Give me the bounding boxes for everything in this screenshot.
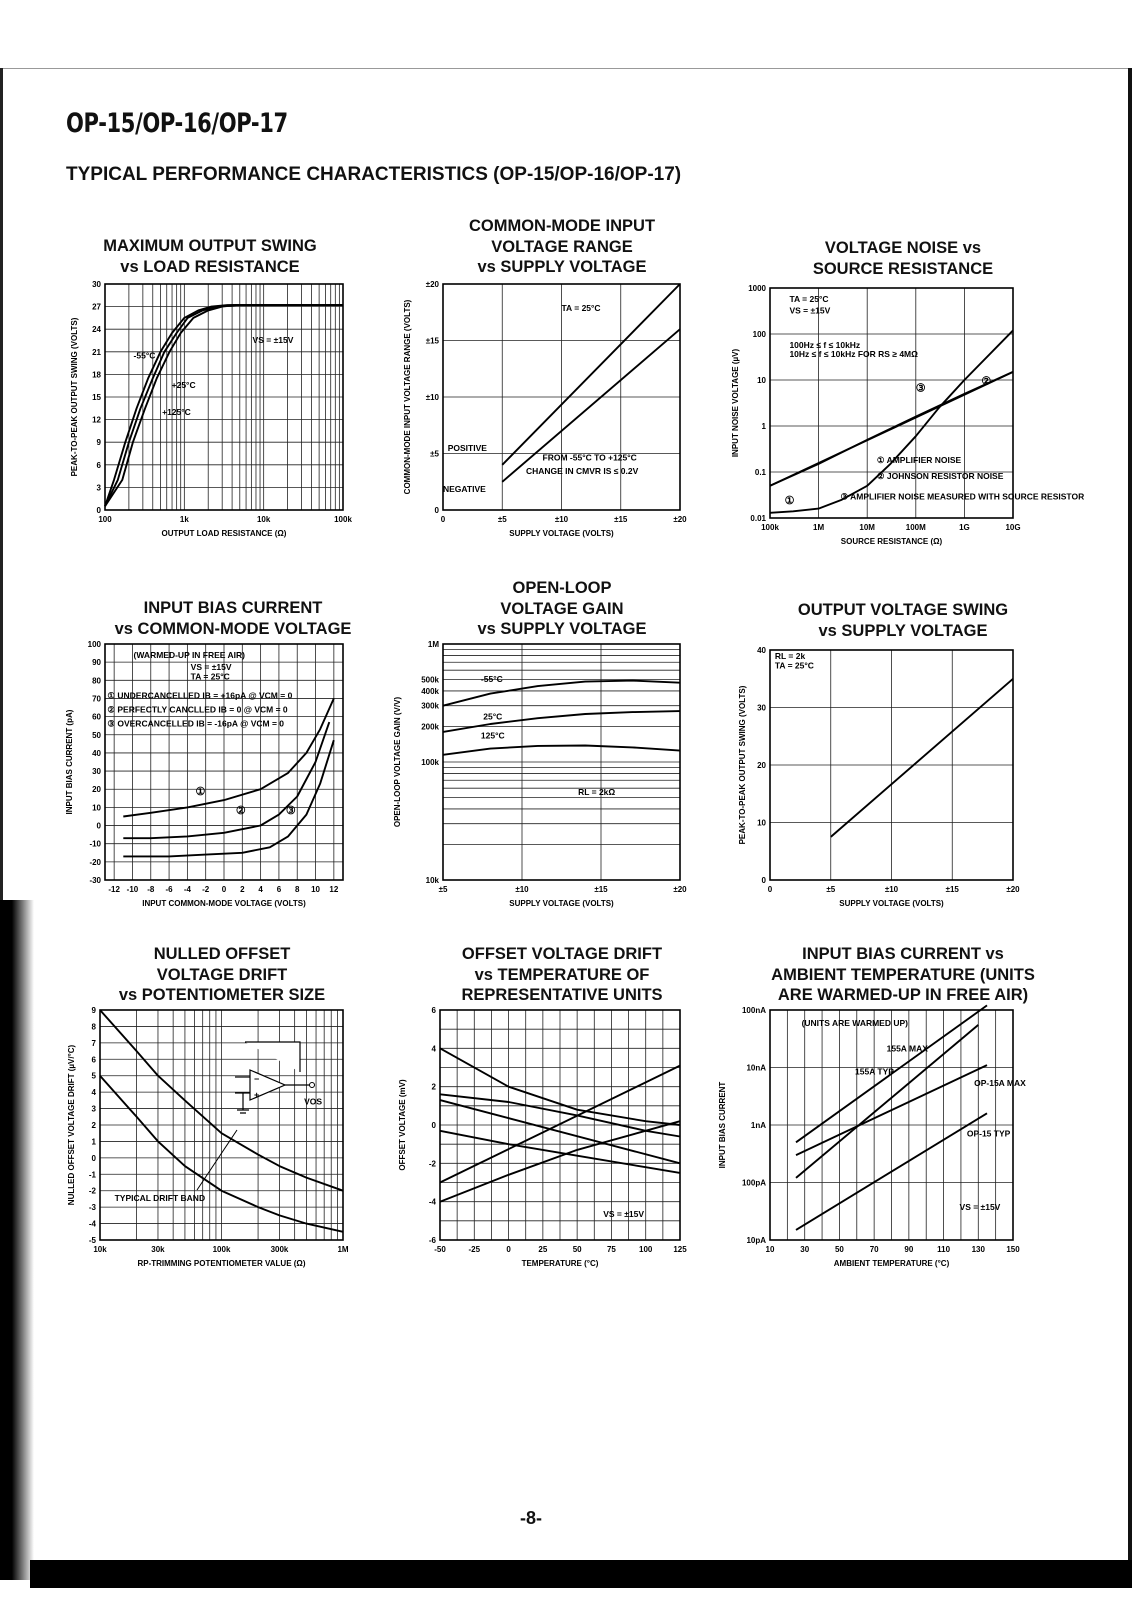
x-tick-label: ±15 <box>594 885 608 894</box>
y-tick-label: 300k <box>421 701 439 711</box>
annotation-label: ② <box>235 804 246 817</box>
x-tick-label: -2 <box>202 885 210 894</box>
y-tick-label: 9 <box>91 1006 96 1015</box>
x-tick-label: 2 <box>240 885 245 894</box>
x-tick-label: -25 <box>468 1245 481 1254</box>
y-tick-label: 10pA <box>746 1236 766 1245</box>
x-tick-label: 12 <box>329 885 339 894</box>
annotation-label: 10Hz ≤ f ≤ 10kHz FOR RS ≥ 4MΩ <box>789 349 918 359</box>
x-tick-label: ±15 <box>614 515 628 524</box>
y-axis-label: PEAK-TO-PEAK OUTPUT SWING (VOLTS) <box>70 317 79 477</box>
annotation-label: FROM -55°C TO +125°C <box>542 452 637 463</box>
y-tick-label: 0 <box>431 1121 436 1130</box>
y-tick-label: ±10 <box>425 393 439 402</box>
annotation-label: RL = 2kΩ <box>578 787 616 798</box>
x-tick-label: ±20 <box>1006 885 1020 894</box>
plot-title-line: SOURCE RESISTANCE <box>812 259 994 278</box>
annotation-label: TA = 25°C <box>561 303 601 314</box>
x-tick-label: 130 <box>971 1245 985 1254</box>
plot-title-line: VOLTAGE DRIFT <box>156 965 288 984</box>
y-tick-label: -1 <box>88 1170 96 1180</box>
x-tick-label: 10 <box>765 1245 775 1254</box>
x-tick-label: ±20 <box>673 515 687 524</box>
y-tick-label: 40 <box>92 748 101 758</box>
x-tick-label: 50 <box>572 1245 582 1254</box>
y-tick-label: 100nA <box>741 1006 766 1015</box>
plot-title-line: OUTPUT VOLTAGE SWING <box>797 601 1009 619</box>
plot-title-line: VOLTAGE GAIN <box>500 599 624 618</box>
x-tick-label: 1M <box>813 523 825 532</box>
y-tick-label: ±5 <box>430 449 439 459</box>
plot-title-line: vs SUPPLY VOLTAGE <box>477 258 647 276</box>
annotation-label: 100Hz ≤ f ≤ 10kHz <box>789 339 861 350</box>
annotation-label: ① AMPLIFIER NOISE <box>876 454 962 465</box>
x-tick-label: 1G <box>959 523 970 532</box>
y-tick-label: 90 <box>92 658 101 668</box>
x-tick-label: 100 <box>639 1245 653 1254</box>
annotation-label: ③ AMPLIFIER NOISE MEASURED WITH SOURCE RESISTOR <box>840 491 1085 502</box>
x-tick-label: ±10 <box>515 885 529 894</box>
y-tick-label: 1 <box>761 422 766 431</box>
annotation-label: ③ OVERCANCELLED IB = -16pA @ VCM = 0 <box>107 718 285 729</box>
page-title: OP-15/OP-16/OP-17 <box>66 108 288 139</box>
x-tick-label: -4 <box>183 885 191 894</box>
y-tick-label: 0 <box>434 506 439 515</box>
annotation-label: VS = ±15V <box>789 305 831 316</box>
plot-title-line: NULLED OFFSET <box>153 945 291 963</box>
x-axis-label: SUPPLY VOLTAGE (VOLTS) <box>509 529 614 538</box>
x-tick-label: -12 <box>108 885 120 894</box>
x-tick-label: 100M <box>905 523 926 532</box>
x-tick-label: 0 <box>221 885 227 894</box>
annotation-label: ② PERFECTLY CANCLLED IB = 0 @ VCM = 0 <box>107 704 288 715</box>
annotation-label: VS = ±15V <box>959 1202 1001 1213</box>
y-tick-label: 0.01 <box>750 514 766 523</box>
annotation-label: 155A MAX <box>886 1043 928 1054</box>
plot-title-line: MAXIMUM OUTPUT SWING <box>103 237 317 255</box>
x-tick-label: 150 <box>1006 1245 1020 1254</box>
x-axis-label: TEMPERATURE (°C) <box>521 1259 599 1268</box>
annotation-label: -55°C <box>480 673 503 684</box>
annotation-label: -55°C <box>133 350 156 361</box>
y-tick-label: 20 <box>92 785 101 795</box>
x-tick-label: 0 <box>440 515 446 524</box>
y-axis-label: OFFSET VOLTAGE (mV) <box>398 1079 407 1171</box>
plot-title-line: REPRESENTATIVE UNITS <box>461 986 663 1004</box>
annotation-label: ① <box>195 786 206 799</box>
y-tick-label: -10 <box>89 839 101 849</box>
y-tick-label: -2 <box>88 1186 96 1196</box>
plot-title-line: OPEN-LOOP <box>512 579 612 597</box>
y-tick-label: 80 <box>92 676 101 686</box>
y-tick-label: 7 <box>91 1038 96 1048</box>
x-tick-label: ±5 <box>826 885 836 894</box>
y-tick-label: 200k <box>421 722 439 732</box>
y-tick-label: 4 <box>431 1044 436 1054</box>
x-tick-label: 0 <box>506 1245 511 1254</box>
y-tick-label: 100 <box>752 330 766 339</box>
y-axis-label: PEAK-TO-PEAK OUTPUT SWING (VOLTS) <box>738 685 747 845</box>
annotation-label: VS = ±15V <box>190 661 232 672</box>
y-tick-label: 100pA <box>741 1178 766 1188</box>
x-tick-label: 90 <box>904 1245 914 1254</box>
y-tick-label: 5 <box>91 1071 96 1081</box>
x-tick-label: -50 <box>434 1245 446 1254</box>
op-amp-minus-sign: − <box>254 1074 260 1084</box>
x-tick-label: 50 <box>834 1245 844 1254</box>
annotation-label: ① <box>784 495 795 508</box>
annotation-label: VS = ±15V <box>603 1209 645 1219</box>
x-tick-label: 110 <box>937 1245 951 1254</box>
annotation-label: TA = 25°C <box>789 293 829 304</box>
plot-title-line: VOLTAGE NOISE vs <box>824 239 982 257</box>
y-tick-label: -30 <box>89 876 101 885</box>
x-tick-label: ±10 <box>884 885 899 894</box>
y-tick-label: -4 <box>428 1197 436 1207</box>
x-tick-label: 100k <box>761 523 779 532</box>
plot-title-line: vs LOAD RESISTANCE <box>120 257 300 276</box>
x-tick-label: ±15 <box>945 885 959 894</box>
annotation-label: VOS <box>304 1096 323 1107</box>
annotation-label: OP-15A MAX <box>974 1077 1026 1088</box>
annotation-label: ② JOHNSON RESISTOR NOISE <box>876 470 1004 481</box>
y-axis-label: INPUT NOISE VOLTAGE (µV) <box>731 348 740 458</box>
annotation-label: TA = 25°C <box>774 660 814 671</box>
y-tick-label: 4 <box>91 1088 96 1098</box>
plot-title-line: ARE WARMED-UP IN FREE AIR) <box>777 986 1029 1004</box>
y-tick-label: 3 <box>91 1104 96 1114</box>
annotation-label: (UNITS ARE WARMED UP) <box>801 1018 908 1029</box>
x-axis-label: INPUT COMMON-MODE VOLTAGE (VOLTS) <box>142 899 306 908</box>
x-tick-label: 10G <box>1005 523 1021 532</box>
annotation-label: (WARMED-UP IN FREE AIR) <box>133 650 246 661</box>
x-tick-label: 75 <box>606 1245 616 1254</box>
annotation-label: RL = 2k <box>774 651 806 662</box>
x-tick-label: 6 <box>276 885 282 894</box>
plot-title-line: vs TEMPERATURE OF <box>474 965 650 984</box>
plot-title-line: VOLTAGE RANGE <box>491 237 633 256</box>
plot-title-line: vs SUPPLY VOLTAGE <box>818 621 988 640</box>
y-tick-label: 15 <box>92 393 101 402</box>
x-tick-label: 1k <box>179 515 189 524</box>
annotation-label: +25°C <box>171 379 196 390</box>
plot-title-line: COMMON-MODE INPUT <box>468 217 656 235</box>
y-axis-label: NULLED OFFSET VOLTAGE DRIFT (µV/°C) <box>67 1044 76 1206</box>
x-tick-label: -8 <box>147 885 155 894</box>
y-tick-label: 6 <box>431 1006 436 1015</box>
x-axis-label: SUPPLY VOLTAGE (VOLTS) <box>509 899 614 908</box>
x-tick-label: ±5 <box>497 515 507 524</box>
plot-title-line: AMBIENT TEMPERATURE (UNITS <box>771 965 1035 984</box>
page-subtitle: TYPICAL PERFORMANCE CHARACTERISTICS (OP-15/OP-16/OP-17) <box>66 164 682 185</box>
y-tick-label: -2 <box>428 1159 436 1169</box>
y-tick-label: 30 <box>757 703 766 713</box>
y-tick-label: -5 <box>88 1236 96 1245</box>
x-tick-label: 100k <box>334 515 352 524</box>
y-tick-label: 2 <box>431 1082 436 1092</box>
x-tick-label: 100k <box>212 1245 231 1254</box>
y-tick-label: 1M <box>427 640 439 649</box>
annotation-label: NEGATIVE <box>443 483 486 494</box>
x-tick-label: 300k <box>270 1245 289 1254</box>
annotation-label: ① UNDERCANCELLED IB = +16pA @ VCM = 0 <box>107 690 293 701</box>
y-tick-label: 10 <box>757 818 766 828</box>
x-tick-label: 1M <box>337 1245 349 1254</box>
y-tick-label: 1000 <box>748 284 766 293</box>
y-tick-label: 24 <box>92 325 101 335</box>
annotation-label: 155A TYP <box>855 1066 894 1077</box>
annotation-label: TYPICAL DRIFT BAND <box>114 1192 206 1203</box>
y-tick-label: -20 <box>89 857 101 867</box>
y-tick-label: 400k <box>421 686 439 696</box>
y-tick-label: 70 <box>92 694 101 704</box>
x-tick-label: 0 <box>767 885 773 894</box>
y-tick-label: 21 <box>92 347 101 357</box>
y-axis-label: INPUT BIAS CURRENT <box>718 1081 727 1169</box>
annotation-label: TA = 25°C <box>190 671 230 682</box>
y-tick-label: 60 <box>92 712 101 722</box>
y-tick-label: 0.1 <box>754 468 766 477</box>
y-tick-label: 0 <box>96 506 101 515</box>
y-axis-label: COMMON-MODE INPUT VOLTAGE RANGE (VOLTS) <box>403 299 412 495</box>
y-tick-label: 0 <box>96 821 101 831</box>
x-tick-label: 30 <box>800 1245 810 1254</box>
annotation-label: CHANGE IN CMVR IS ≤ 0.2V <box>525 465 639 476</box>
y-axis-label: INPUT BIAS CURRENT (pA) <box>65 709 74 815</box>
y-tick-label: 1 <box>91 1137 96 1147</box>
y-tick-label: 18 <box>92 370 101 380</box>
annotation-label: +125°C <box>162 407 191 418</box>
y-tick-label: 20 <box>757 761 766 770</box>
x-tick-label: 4 <box>258 885 263 894</box>
y-tick-label: 0 <box>761 876 766 885</box>
y-tick-label: -6 <box>428 1236 436 1245</box>
x-tick-label: 8 <box>295 885 300 894</box>
y-tick-label: 8 <box>91 1022 96 1032</box>
y-tick-label: ±20 <box>425 280 439 289</box>
y-tick-label: 27 <box>92 302 101 312</box>
plot-title-line: INPUT BIAS CURRENT <box>143 599 323 617</box>
y-tick-label: 10 <box>92 803 101 813</box>
page-number: -8- <box>520 1508 542 1528</box>
y-tick-label: 12 <box>92 415 101 425</box>
x-tick-label: 100 <box>98 515 112 524</box>
y-tick-label: 10nA <box>746 1063 766 1073</box>
x-tick-label: 125 <box>673 1245 687 1254</box>
x-axis-label: OUTPUT LOAD RESISTANCE (Ω) <box>161 529 287 538</box>
x-axis-label: AMBIENT TEMPERATURE (°C) <box>833 1259 950 1268</box>
plot-title-line: INPUT BIAS CURRENT vs <box>802 945 1004 963</box>
x-axis-label: SUPPLY VOLTAGE (VOLTS) <box>839 899 944 908</box>
x-tick-label: -10 <box>126 885 139 894</box>
y-tick-label: 6 <box>91 1055 96 1065</box>
y-axis-label: OPEN-LOOP VOLTAGE GAIN (V/V) <box>393 696 402 828</box>
plot-title-line: vs POTENTIOMETER SIZE <box>118 986 326 1004</box>
x-tick-label: 10 <box>311 885 320 894</box>
y-tick-label: 30 <box>92 767 101 777</box>
x-tick-label: -6 <box>165 885 173 894</box>
y-tick-label: 100 <box>87 640 101 649</box>
y-tick-label: 9 <box>96 438 101 448</box>
y-tick-label: 30 <box>92 280 101 289</box>
annotation-label: VS = ±15V <box>252 334 294 345</box>
y-tick-label: 50 <box>92 730 101 740</box>
x-axis-label: SOURCE RESISTANCE (Ω) <box>840 537 943 546</box>
y-tick-label: -4 <box>88 1219 96 1229</box>
y-tick-label: 6 <box>96 460 101 470</box>
x-tick-label: 10k <box>93 1245 107 1254</box>
y-tick-label: 500k <box>421 675 439 685</box>
annotation-label: 25°C <box>483 711 503 722</box>
annotation-label: ② <box>981 375 992 388</box>
x-tick-label: 10M <box>859 523 875 532</box>
plot-title-line: vs SUPPLY VOLTAGE <box>477 620 647 638</box>
annotation-label: ③ <box>915 382 926 395</box>
x-tick-label: 10k <box>256 515 271 524</box>
annotation-label: ③ <box>285 804 296 817</box>
y-tick-label: 1nA <box>750 1121 766 1130</box>
y-tick-label: 2 <box>91 1121 96 1130</box>
plot-title-line: OFFSET VOLTAGE DRIFT <box>461 945 663 963</box>
x-tick-label: 25 <box>538 1245 548 1254</box>
annotation-label: POSITIVE <box>447 443 487 454</box>
y-tick-label: 10 <box>757 376 766 385</box>
y-tick-label: 0 <box>91 1153 96 1163</box>
y-tick-label: 100k <box>421 758 439 767</box>
y-tick-label: 40 <box>757 646 766 655</box>
plot-title-line: vs COMMON-MODE VOLTAGE <box>114 619 352 638</box>
annotation-label: 125°C <box>480 730 505 741</box>
annotation-label: OP-15 TYP <box>966 1128 1011 1139</box>
op-amp-plus-sign: + <box>254 1090 260 1100</box>
y-tick-label: 10k <box>425 876 439 885</box>
y-tick-label: ±15 <box>425 336 439 346</box>
x-tick-label: 30k <box>151 1245 165 1254</box>
x-tick-label: ±5 <box>438 885 448 894</box>
x-tick-label: ±20 <box>673 885 687 894</box>
y-tick-label: 3 <box>96 483 101 493</box>
x-tick-label: ±10 <box>554 515 569 524</box>
x-tick-label: 70 <box>869 1245 879 1254</box>
x-axis-label: RP-TRIMMING POTENTIOMETER VALUE (Ω) <box>137 1259 306 1268</box>
y-tick-label: -3 <box>88 1203 96 1213</box>
